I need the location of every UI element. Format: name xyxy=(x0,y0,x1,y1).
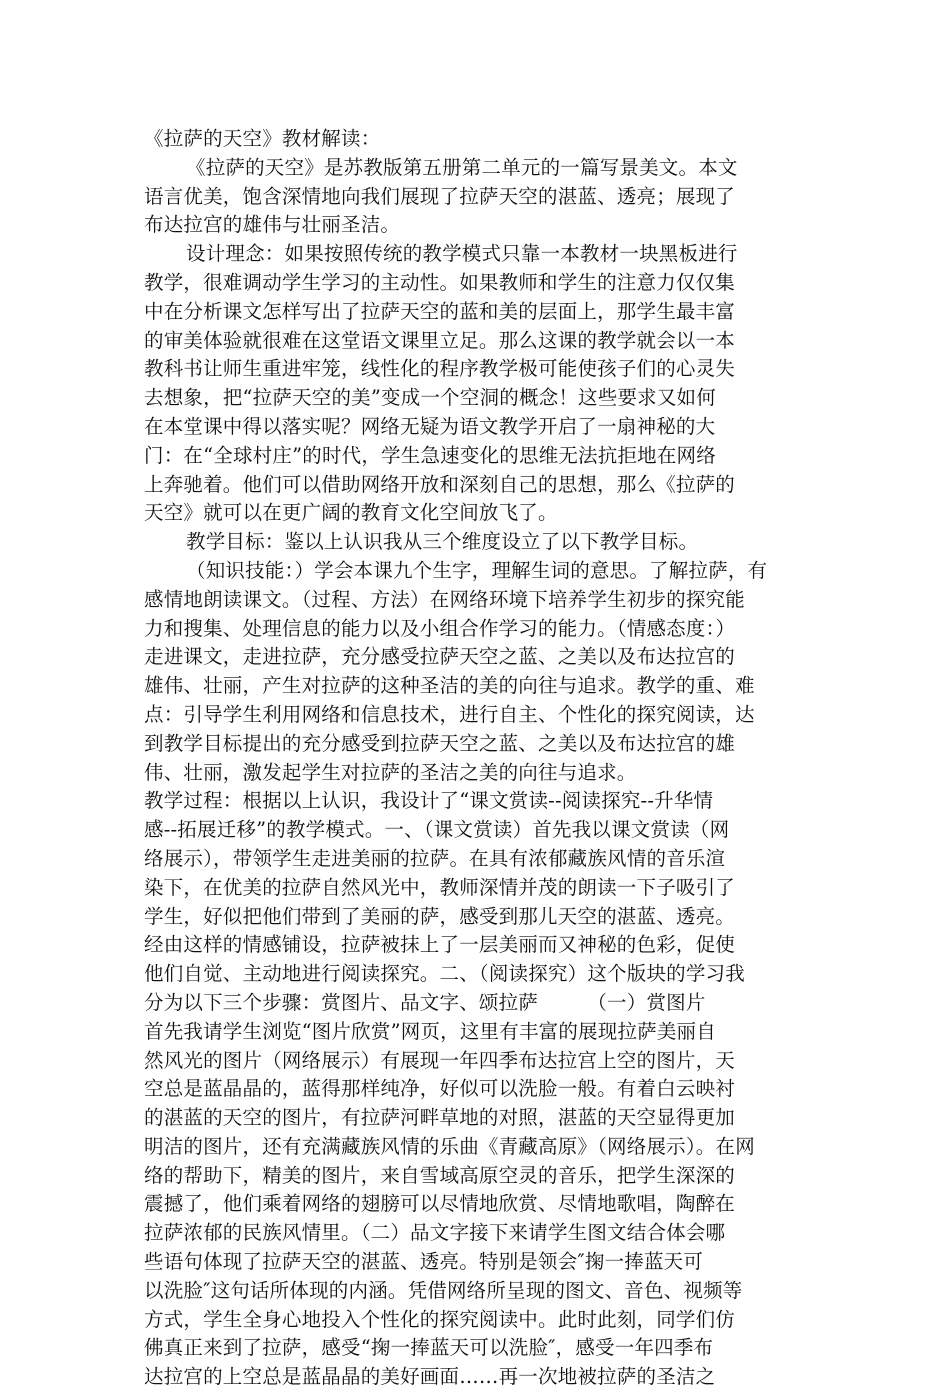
paragraph-line: 到教学目标提出的充分感受到拉萨天空之蓝、之美以及布达拉宫的雄 xyxy=(144,731,736,755)
paragraph-line: 学生，好似把他们带到了美丽的萨，感受到那儿天空的湛蓝、透亮。 xyxy=(144,904,736,928)
paragraph-line: 方式，学生全身心地投入个性化的探究阅读中。此时此刻，同学们仿 xyxy=(144,1307,736,1331)
paragraph-line: 震撼了，他们乘着网络的翅膀可以尽情地欣赏、尽情地歌唱，陶醉在 xyxy=(144,1192,736,1216)
paragraph-line: 的审美体验就很难在这堂语文课里立足。那么这课的教学就会以一本 xyxy=(144,328,736,352)
paragraph-line: 分为以下三个步骤：赏图片、品文字、颂拉萨 （一）赏图片 xyxy=(144,990,706,1014)
paragraph-line: （知识技能：）学会本课九个生字，理解生词的意思。了解拉萨，有 xyxy=(186,558,768,582)
paragraph-line: 中在分析课文怎样写出了拉萨天空的蓝和美的层面上，那学生最丰富 xyxy=(144,299,736,323)
paragraph-line: 设计理念：如果按照传统的教学模式只靠一本教材一块黑板进行 xyxy=(186,242,738,266)
paragraph-line: 佛真正来到了拉萨，感受“掬一捧蓝天可以洗脸″，感受一年四季布 xyxy=(144,1336,714,1360)
document-page xyxy=(144,125,812,1392)
paragraph-line: 的湛蓝的天空的图片，有拉萨河畔草地的对照，湛蓝的天空显得更加 xyxy=(144,1106,736,1130)
paragraph-line: 上奔驰着。他们可以借助网络开放和深刻自己的思想，那么《拉萨的 xyxy=(144,472,736,496)
paragraph-line: 伟、壮丽，激发起学生对拉萨的圣洁之美的向往与追求。 xyxy=(144,760,637,784)
paragraph-line: 感情地朗读课文。（过程、方法）在网络环境下培养学生初步的探究能 xyxy=(144,587,745,611)
paragraph-line: 空总是蓝晶晶的，蓝得那样纯净，好似可以洗脸一般。有着白云映衬 xyxy=(144,1077,736,1101)
paragraph-line: 拉萨浓郁的民族风情里。（二）品文字接下来请学生图文结合体会哪 xyxy=(144,1221,726,1245)
paragraph-line: 络展示），带领学生走进美丽的拉萨。在具有浓郁藏族风情的音乐渲 xyxy=(144,846,726,870)
paragraph-line: 经由这样的情感铺设，拉萨被抹上了一层美丽而又神秘的色彩，促使 xyxy=(144,933,736,957)
paragraph-line: 些语句体现了拉萨天空的湛蓝、透亮。特别是领会″掬一捧蓝天可 xyxy=(144,1250,704,1274)
paragraph-line: 教学过程：根据以上认识，我设计了“课文赏读--阅读探究--升华情 xyxy=(144,789,714,813)
paragraph-line: 以洗脸″这句话所体现的内涵。凭借网络所呈现的图文、音色、视频等 xyxy=(144,1278,743,1302)
paragraph-line: 《拉萨的天空》是苏教版第五册第二单元的一篇写景美文。本文 xyxy=(186,155,738,179)
paragraph-line: 达拉宫的上空总是蓝晶晶的美好画面……再一次地被拉萨的圣洁之 xyxy=(144,1365,716,1389)
paragraph-line: 力和搜集、处理信息的能力以及小组合作学习的能力。（情感态度：） xyxy=(144,616,736,640)
paragraph-line: 天空》就可以在更广阔的教育文化空间放飞了。 xyxy=(144,501,558,525)
paragraph-line: 门：在“全球村庄”的时代，学生急速变化的思维无法抗拒地在网络 xyxy=(144,443,716,467)
paragraph-line: 教学目标：鉴以上认识我从三个维度设立了以下教学目标。 xyxy=(186,530,699,554)
paragraph-line: 然风光的图片（网络展示）有展现一年四季布达拉宫上空的图片，天 xyxy=(144,1048,736,1072)
paragraph-line: 首先我请学生浏览“图片欣赏”网页，这里有丰富的展现拉萨美丽自 xyxy=(144,1019,716,1043)
paragraph-line: 走进课文，走进拉萨，充分感受拉萨天空之蓝、之美以及布达拉宫的 xyxy=(144,645,736,669)
paragraph-line: 点：引导学生利用网络和信息技术，进行自主、个性化的探究阅读，达 xyxy=(144,702,755,726)
paragraph-line: 教科书让师生重进牢笼，线性化的程序教学极可能使孩子们的心灵失 xyxy=(144,357,736,381)
document-heading: 《拉萨的天空》教材解读： xyxy=(144,127,381,150)
paragraph-line: 布达拉宫的雄伟与壮丽圣洁。 xyxy=(144,213,401,237)
paragraph-line: 语言优美，饱含深情地向我们展现了拉萨天空的湛蓝、透亮；展现了 xyxy=(144,184,736,208)
paragraph-line: 络的帮助下，精美的图片，来自雪域高原空灵的音乐，把学生深深的 xyxy=(144,1163,736,1187)
paragraph-line: 明洁的图片，还有充满藏族风情的乐曲《青藏高原》（网络展示）。在网 xyxy=(144,1134,755,1158)
paragraph-line: 在本堂课中得以落实呢？网络无疑为语文教学开启了一扇神秘的大 xyxy=(144,414,716,438)
paragraph-line: 感--拓展迁移”的教学模式。一、（课文赏读）首先我以课文赏读（网 xyxy=(144,818,730,842)
paragraph-line: 去想象，把“拉萨天空的美”变成一个空洞的概念！这些要求又如何 xyxy=(144,386,716,410)
paragraph-line: 染下，在优美的拉萨自然风光中，教师深情并茂的朗读一下子吸引了 xyxy=(144,875,736,899)
paragraph-line: 雄伟、壮丽，产生对拉萨的这种圣洁的美的向往与追求。教学的重、难 xyxy=(144,674,755,698)
paragraph-line: 他们自觉、主动地进行阅读探究。二、（阅读探究）这个版块的学习我 xyxy=(144,962,745,986)
paragraph-line: 教学，很难调动学生学习的主动性。如果教师和学生的注意力仅仅集 xyxy=(144,270,736,294)
